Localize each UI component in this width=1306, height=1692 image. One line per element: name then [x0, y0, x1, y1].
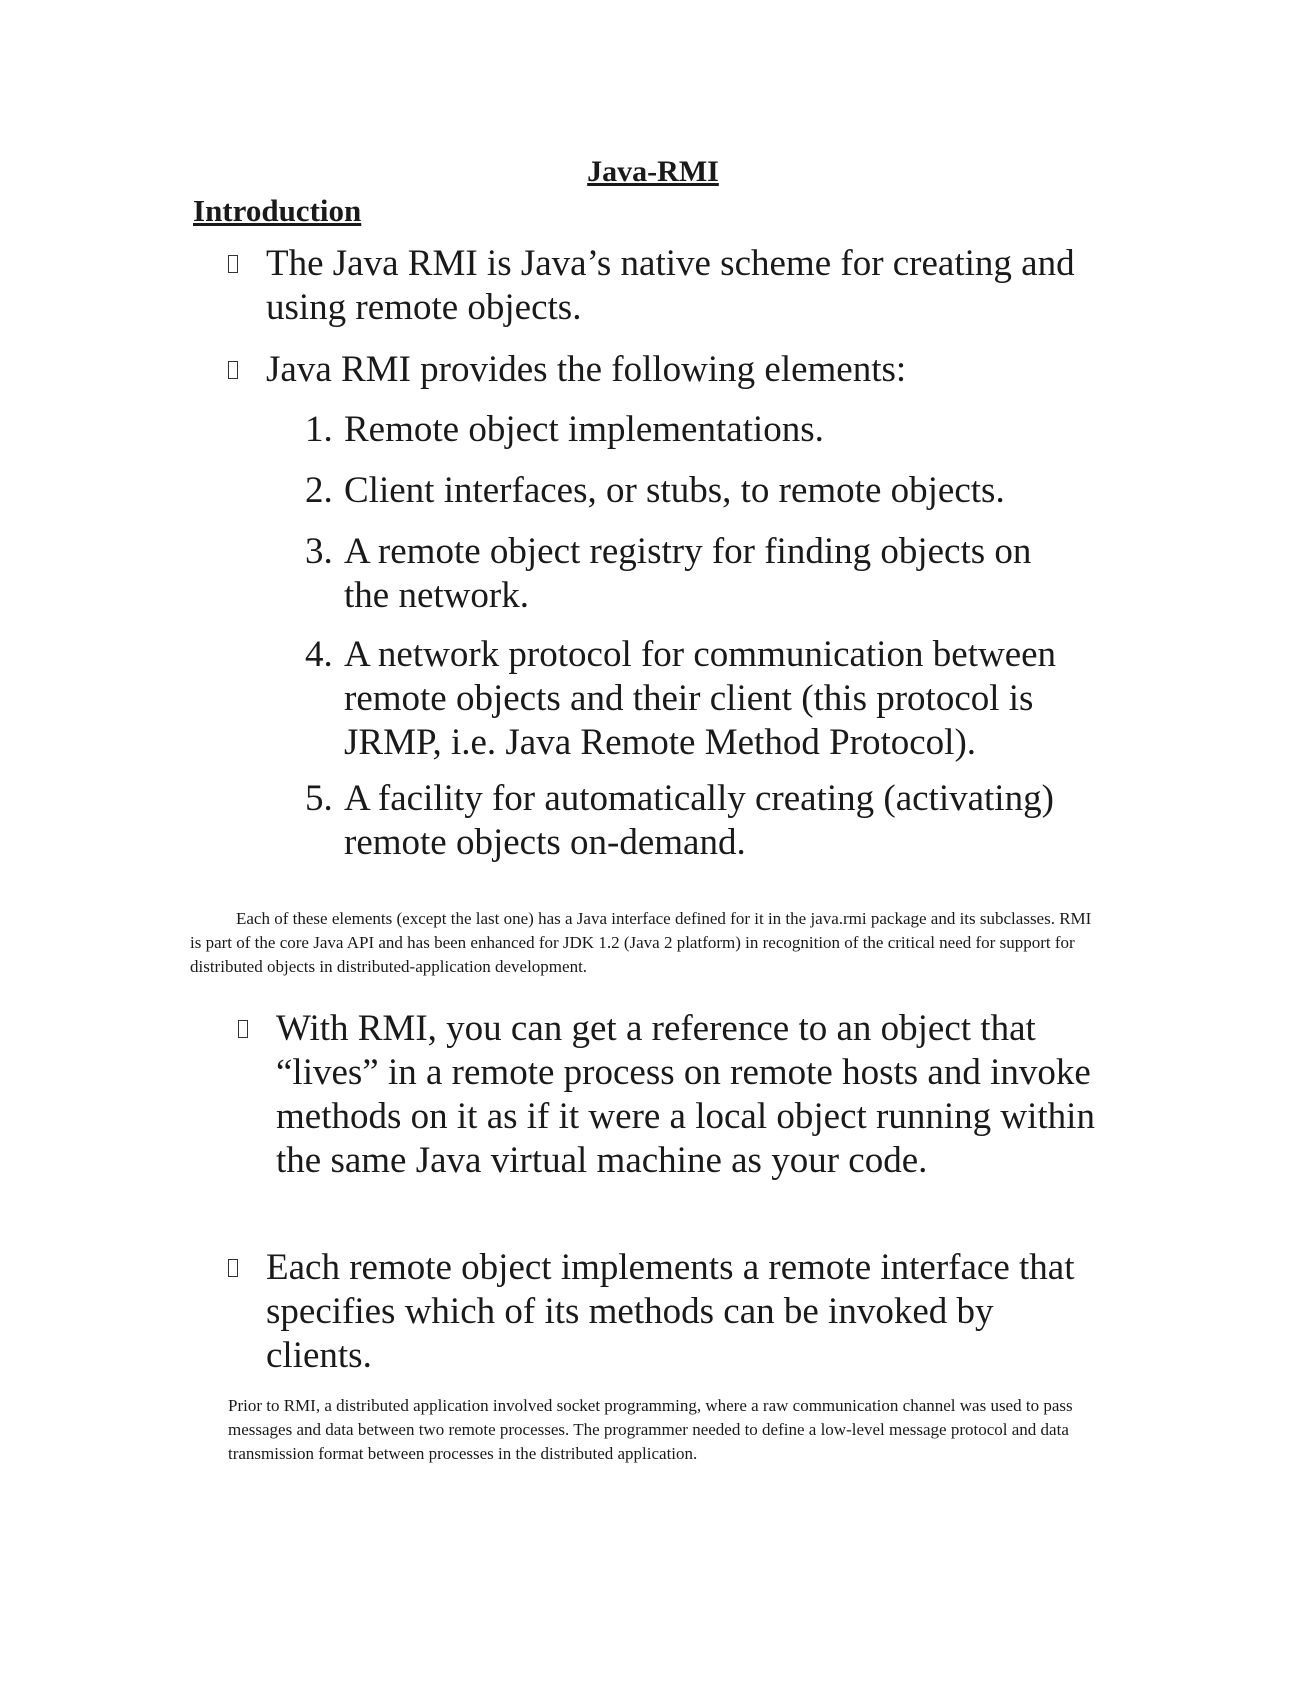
list-number: 4. [305, 634, 333, 675]
bullet-box-icon [228, 1259, 238, 1277]
section-heading-introduction: Introduction [193, 193, 362, 228]
list-text: A remote object registry for finding objects on the network. [344, 531, 1032, 616]
paragraph-elements-note: Each of these elements (except the last one) has a Java interface defined for it in the java.rmi package and its subclasses. RMI is part of the core Java API and has been enhanced for JDK 1.2 (Java 2 platform) in recognition of the critical need for support for distributed objects in distributed-application development. [190, 909, 1092, 976]
bullet-box-icon [228, 255, 238, 273]
bullet-text: Java RMI provides the following elements: [266, 349, 907, 390]
bullet-text: The Java RMI is Java’s native scheme for creating and using remote objects. [266, 243, 1075, 328]
list-text: A network protocol for communication between remote objects and their client (this protocol is JRMP, i.e. Java Remote Method Protocol). [344, 634, 1057, 763]
bullet-box-icon [238, 1020, 248, 1038]
list-text: Remote object implementations. [344, 409, 824, 450]
list-number: 2. [305, 470, 333, 511]
bullet-text: Each remote object implements a remote interface that specifies which of its methods can be invoked by clients. [266, 1247, 1075, 1376]
bullet-text: With RMI, you can get a reference to an object that “lives” in a remote process on remote hosts and invoke methods on it as if it were a local object running within the same Java virtual machine as your code. [276, 1008, 1095, 1181]
document-title: Java-RMI [587, 155, 719, 188]
list-text: Client interfaces, or stubs, to remote objects. [344, 470, 1005, 511]
bullet-box-icon [228, 361, 238, 379]
list-number: 5. [305, 778, 333, 819]
list-text: A facility for automatically creating (activating) remote objects on-demand. [344, 778, 1054, 863]
list-number: 3. [305, 531, 333, 572]
paragraph-prior-to-rmi: Prior to RMI, a distributed application involved socket programming, where a raw communication channel was used to pass messages and data between two remote processes. The programmer needed to define a low-level message protocol and data transmission format between processes in the distributed application. [228, 1396, 1073, 1463]
list-number: 1. [305, 409, 333, 450]
